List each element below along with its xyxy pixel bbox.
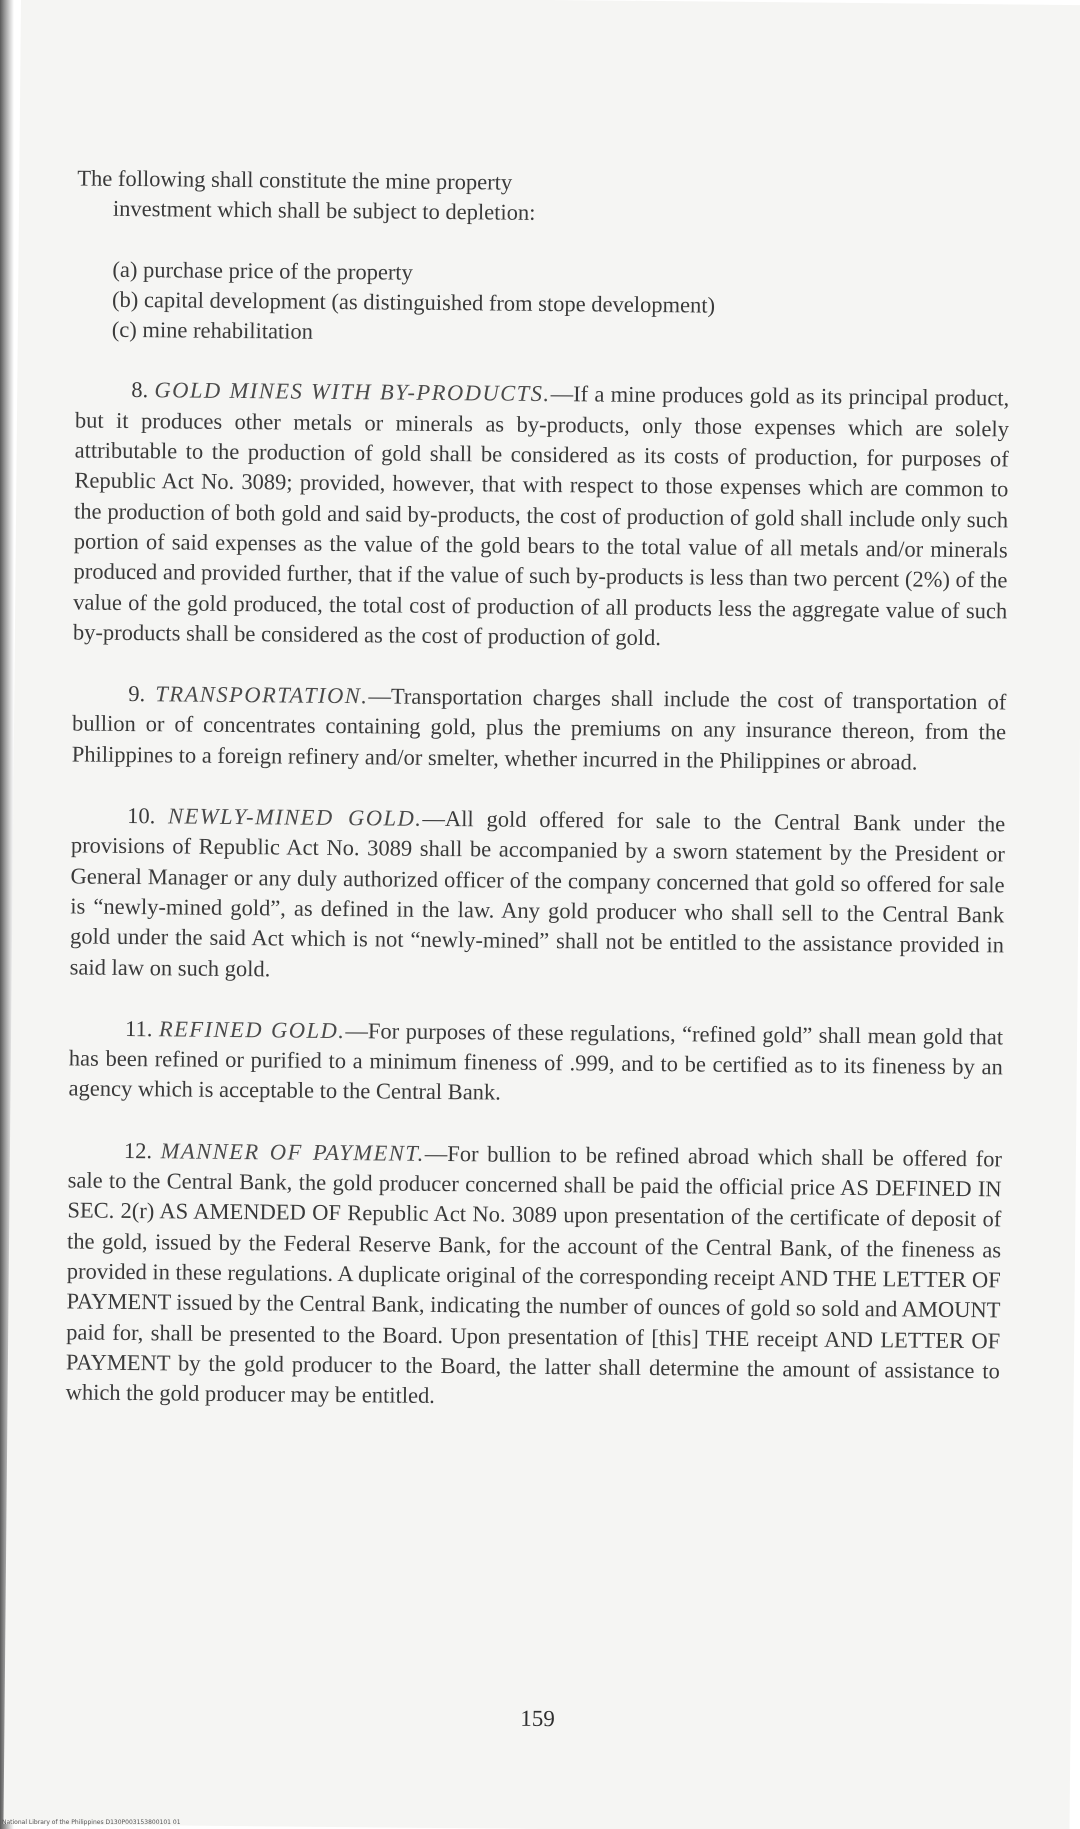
section-heading: TRANSPORTATION.: [155, 681, 369, 709]
section-body: —For purposes of these regulations, “refined gold” shall mean gold that has been refined or purified to a minimum fineness of .999, and to be certified as to its fineness by an agency which is acceptable to the Central Bank.: [68, 1017, 1004, 1105]
section-number: 11.: [125, 1015, 153, 1042]
section-number: 12.: [123, 1137, 153, 1163]
section-body: —Transportation charges shall include the cost of transportation of bullion or of concentrates containing gold, plus the premiums on any insurance thereon, from the Philippines to a foreign refinery and/or smelter, whether incurred in the Philippines or abroad.: [71, 683, 1007, 775]
section-heading: GOLD MINES WITH BY-PRODUCTS.: [154, 377, 551, 407]
depletion-list: [112, 254, 1011, 354]
section-11: [68, 1013, 1003, 1113]
section-heading: REFINED GOLD.: [158, 1016, 346, 1043]
section-heading: MANNER OF PAYMENT.: [160, 1138, 425, 1166]
document-page: [3, 0, 1080, 1829]
section-heading: NEWLY-MINED GOLD.: [168, 803, 423, 831]
section-9: [72, 679, 1007, 779]
body-text: [65, 163, 1011, 1447]
section-12: [65, 1135, 1002, 1417]
intro-line-1: The following shall constitute the mine property: [77, 165, 513, 195]
intro-paragraph: [77, 163, 1012, 233]
section-10: [70, 800, 1006, 991]
intro-line-2: investment which shall be subject to depletion:: [112, 196, 536, 226]
list-item: (b) capital development (as distinguished from stope development): [112, 286, 716, 318]
section-number: 10.: [127, 803, 156, 829]
section-number: 8.: [131, 377, 149, 403]
section-body: —All gold offered for sale to the Central Bank under the provisions of Republic Act No. 3089 shall be accompanied by a sworn statement by the President or General Manager or any duly authorized officer of the company concerned that gold so offered for sale is “newly-mined gold”, as defined in the law. Any gold producer who shall sell to the Central Bank gold under the said Act which is not “newly-mined” shall not be entitled to the assistance provided in said law on such gold.: [69, 805, 1006, 981]
list-item: (c) mine rehabilitation: [111, 316, 314, 344]
archive-stamp: National Library of the Philippines D130P003153800101 01: [2, 1819, 181, 1826]
page-number: 159: [520, 1705, 555, 1732]
section-body: —If a mine produces gold as its principal product, but it produces other metals or minerals as by-products, only those expenses which are solely attributable to the production of gold shall be considered as its costs of production, for purposes of Republic Act No. 3089; provided, however, that with respect to those expenses which are common to the production of both gold and said by-products, the cost of production of gold shall include only such portion of said expenses as the value of the gold bears to the total value of all metals and/or minerals produced and provided further, that if the value of such by-products is less than two percent (2%) of the value of the gold produced, the total cost of production of all products less the aggregate value of such by-products shall be considered as the cost of production of gold.: [72, 381, 1010, 650]
section-number: 9.: [128, 681, 146, 707]
section-8: [73, 375, 1010, 657]
list-item: (a) purchase price of the property: [112, 256, 414, 285]
section-body: —For bullion to be refined abroad which shall be offered for sale to the Central Bank, the gold producer concerned shall be paid the official price AS DEFINED IN SEC. 2(r) AS AMENDED OF Republic Act No. 3089 upon presentation of the certificate of deposit of the gold, issued by the Federal Reserve Bank, for the account of the Central Bank, of the fineness as provided in these regulations. A duplicate original of the corresponding receipt AND THE LETTER OF PAYMENT issued by the Central Bank, indicating the number of ounces of gold so sold and AMOUNT paid for, shall be presented to the Board. Upon presentation of [this] THE receipt AND LETTER OF PAYMENT by the gold producer to the Board, the latter shall determine the amount of assistance to which the gold producer may be entitled.: [65, 1140, 1003, 1409]
